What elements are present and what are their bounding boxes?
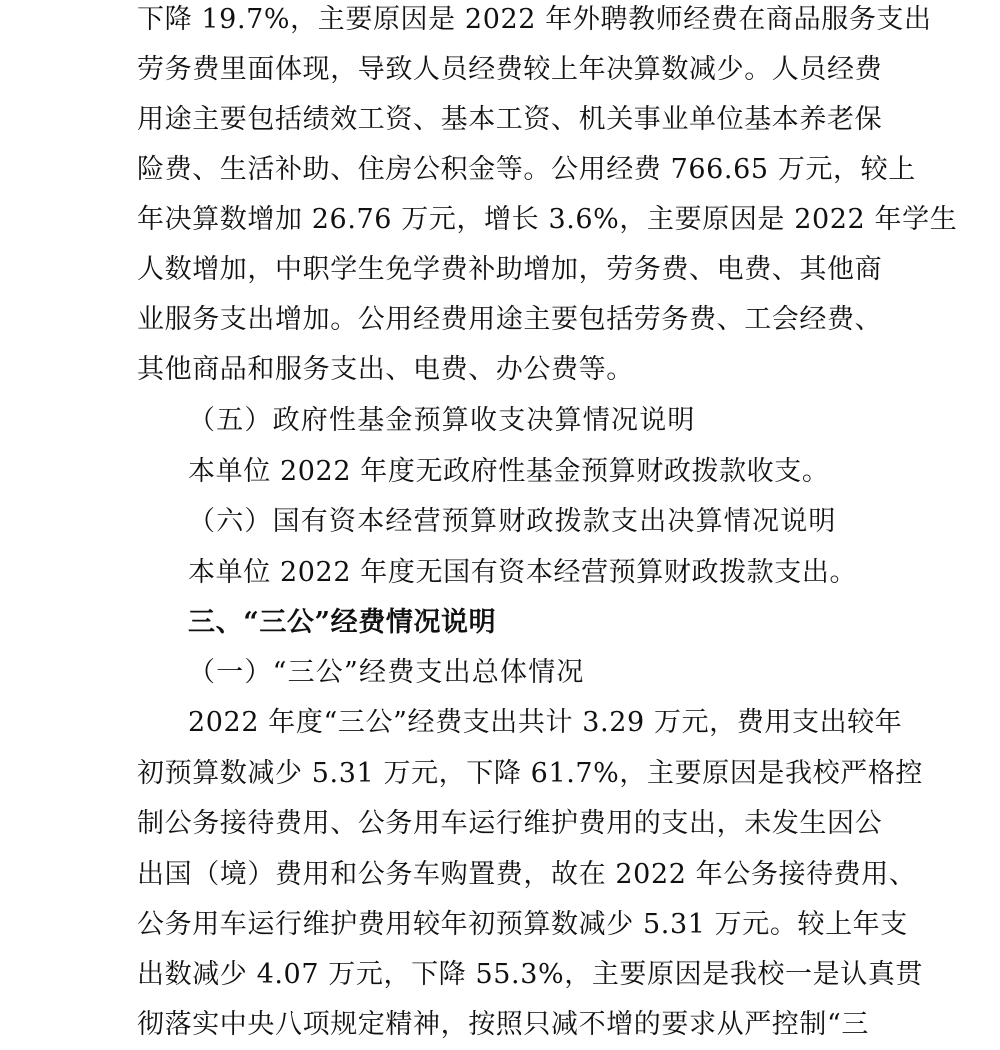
body-text-line: 人数增加，中职学生免学费补助增加，劳务费、电费、其他商 <box>137 254 883 285</box>
body-text-line: 初预算数减少 5.31 万元，下降 61.7%，主要原因是我校严格控 <box>137 758 924 789</box>
body-text-line: 本单位 2022 年度无政府性基金预算财政拨款收支。 <box>188 456 830 487</box>
body-text-line: 制公务接待费用、公务用车运行维护费用的支出，未发生因公 <box>137 808 883 839</box>
body-text-line: 劳务费里面体现，导致人员经费较上年决算数减少。人员经费 <box>137 54 883 85</box>
body-text-line: 本单位 2022 年度无国有资本经营预算财政拨款支出。 <box>188 557 858 588</box>
body-text-line: 下降 19.7%，主要原因是 2022 年外聘教师经费在商品服务支出 <box>137 4 932 35</box>
body-text-line: 其他商品和服务支出、电费、办公费等。 <box>137 354 634 385</box>
body-text-line: 险费、生活补助、住房公积金等。公用经费 766.65 万元，较上 <box>137 154 916 185</box>
body-text-line: 出数减少 4.07 万元，下降 55.3%，主要原因是我校一是认真贯 <box>137 959 924 990</box>
body-text-line: 2022 年度“三公”经费支出共计 3.29 万元，费用支出较年 <box>188 707 903 738</box>
body-text-line: 出国（境）费用和公务车购置费，故在 2022 年公务接待费用、 <box>137 859 917 890</box>
body-text-line: 年决算数增加 26.76 万元，增长 3.6%，主要原因是 2022 年学生 <box>137 204 958 235</box>
subsection-heading-1: （一）“三公”经费支出总体情况 <box>188 657 585 688</box>
section-heading-6: （六）国有资本经营预算财政拨款支出决算情况说明 <box>188 506 837 537</box>
section-heading-5: （五）政府性基金预算收支决算情况说明 <box>188 405 696 436</box>
body-text-line: 彻落实中央八项规定精神，按照只减不增的要求从严控制“三 <box>137 1009 870 1040</box>
body-text-line: 公务用车运行维护费用较年初预算数减少 5.31 万元。较上年支 <box>137 909 908 940</box>
section-heading-3: 三、“三公”经费情况说明 <box>188 607 497 638</box>
body-text-line: 业服务支出增加。公用经费用途主要包括劳务费、工会经费、 <box>137 304 883 335</box>
body-text-line: 用途主要包括绩效工资、基本工资、机关事业单位基本养老保 <box>137 104 883 135</box>
